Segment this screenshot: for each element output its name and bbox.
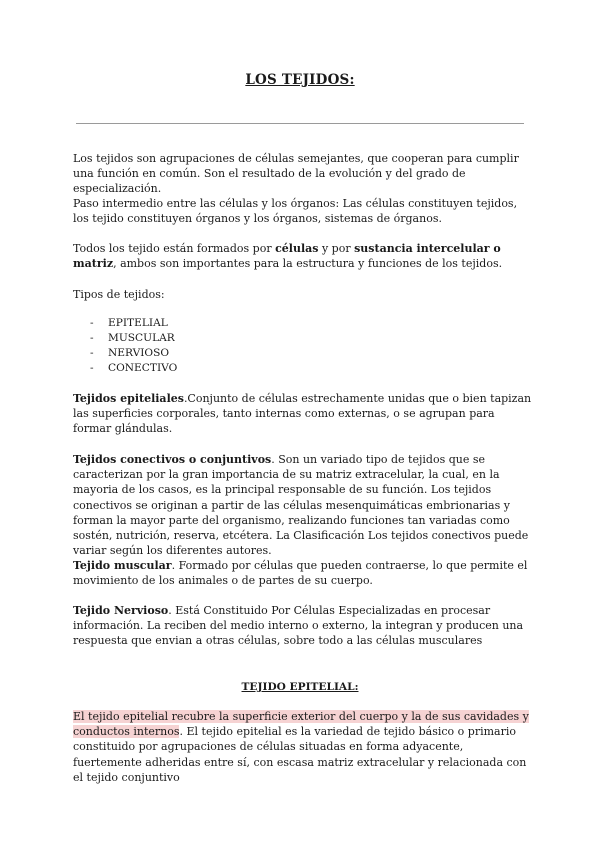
connective-paragraph — [73, 452, 533, 558]
composition-text-c: y por — [318, 242, 355, 255]
epithelial-detail-text: . El tejido epitelial es la variedad de tejido básico o primario constituido por agrupaciones de células situadas en forma adyacente, fuertemente adheridas entre sí, con escasa matriz extracelular y relacionada con el tejido conjuntivo — [73, 725, 527, 784]
epithelial-text: .Conjunto de células estrechamente unidas que o bien tapizan las superficies corporales, tanto internas como externas, o se agrupan para formar glándulas. — [73, 392, 532, 436]
intermediate-paragraph: Paso intermedio entre las células y los órganos: Las células constituyen tejidos, los tejido constituyen órganos y los órganos, sistemas de órganos. — [73, 197, 518, 226]
tissue-types-list — [90, 316, 177, 376]
list-item: - NERVIOSO — [90, 346, 177, 361]
composition-paragraph — [73, 241, 533, 271]
muscular-term: Tejido muscular — [73, 559, 172, 572]
connective-term: Tejidos conectivos o conjuntivos — [73, 453, 272, 466]
muscular-text: . Formado por células que pueden contraerse, lo que permite el movimiento de los animales o de partes de su cuerpo. — [73, 559, 528, 588]
connective-text: . Son un variado tipo de tejidos que se caracterizan por la gran importancia de su matriz extracelular, la cual, en la mayoria de los casos, es la principal responsable de su función. Los tejidos conectivos se originan a partir de las células mesenquimáticas embrionarias y forman la mayor parte del organismo, realizando funciones tan variadas como sostén, nutrición, reserva, etcétera. La Clasificación Los tejidos conectivos puede variar según los diferentes autores. — [73, 453, 529, 558]
composition-text-a: Todos los tejido están formados por — [73, 242, 276, 255]
epithelial-term: Tejidos epiteliales — [73, 392, 184, 405]
highlighted-text: El tejido epitelial recubre la superficie exterior del cuerpo y la de sus cavidades y conductos internos — [73, 710, 529, 739]
intro-paragraph: Los tejidos son agrupaciones de células semejantes, que cooperan para cumplir una función en común. Son el resultado de la evolución y del grado de especialización. — [73, 152, 519, 196]
list-item: - EPITELIAL — [90, 316, 177, 331]
composition-text-d: , ambos son importantes para la estructura y funciones de los tejidos. — [113, 257, 503, 271]
epithelial-paragraph — [73, 391, 533, 437]
section-subtitle: TEJIDO EPITELIAL: — [241, 681, 359, 693]
nervous-term: Tejido Nervioso — [73, 604, 169, 617]
cells-term: células — [275, 242, 319, 255]
types-label: Tipos de tejidos: — [73, 288, 165, 301]
nervous-paragraph — [73, 603, 533, 649]
horizontal-rule — [76, 123, 524, 124]
document-title: LOS TEJIDOS: — [245, 72, 355, 88]
epithelial-detail-paragraph — [73, 709, 533, 785]
list-item: - CONECTIVO — [90, 361, 177, 376]
muscular-paragraph — [73, 558, 533, 588]
matrix-term: sustancia intercelular o matriz — [73, 242, 501, 271]
list-item: - MUSCULAR — [90, 331, 177, 346]
nervous-text: . Está Constituido Por Células Especializadas en procesar información. La reciben del medio interno o externo, la integran y producen una respuesta que envian a otras células, sobre todo a las células musculares — [73, 604, 524, 648]
